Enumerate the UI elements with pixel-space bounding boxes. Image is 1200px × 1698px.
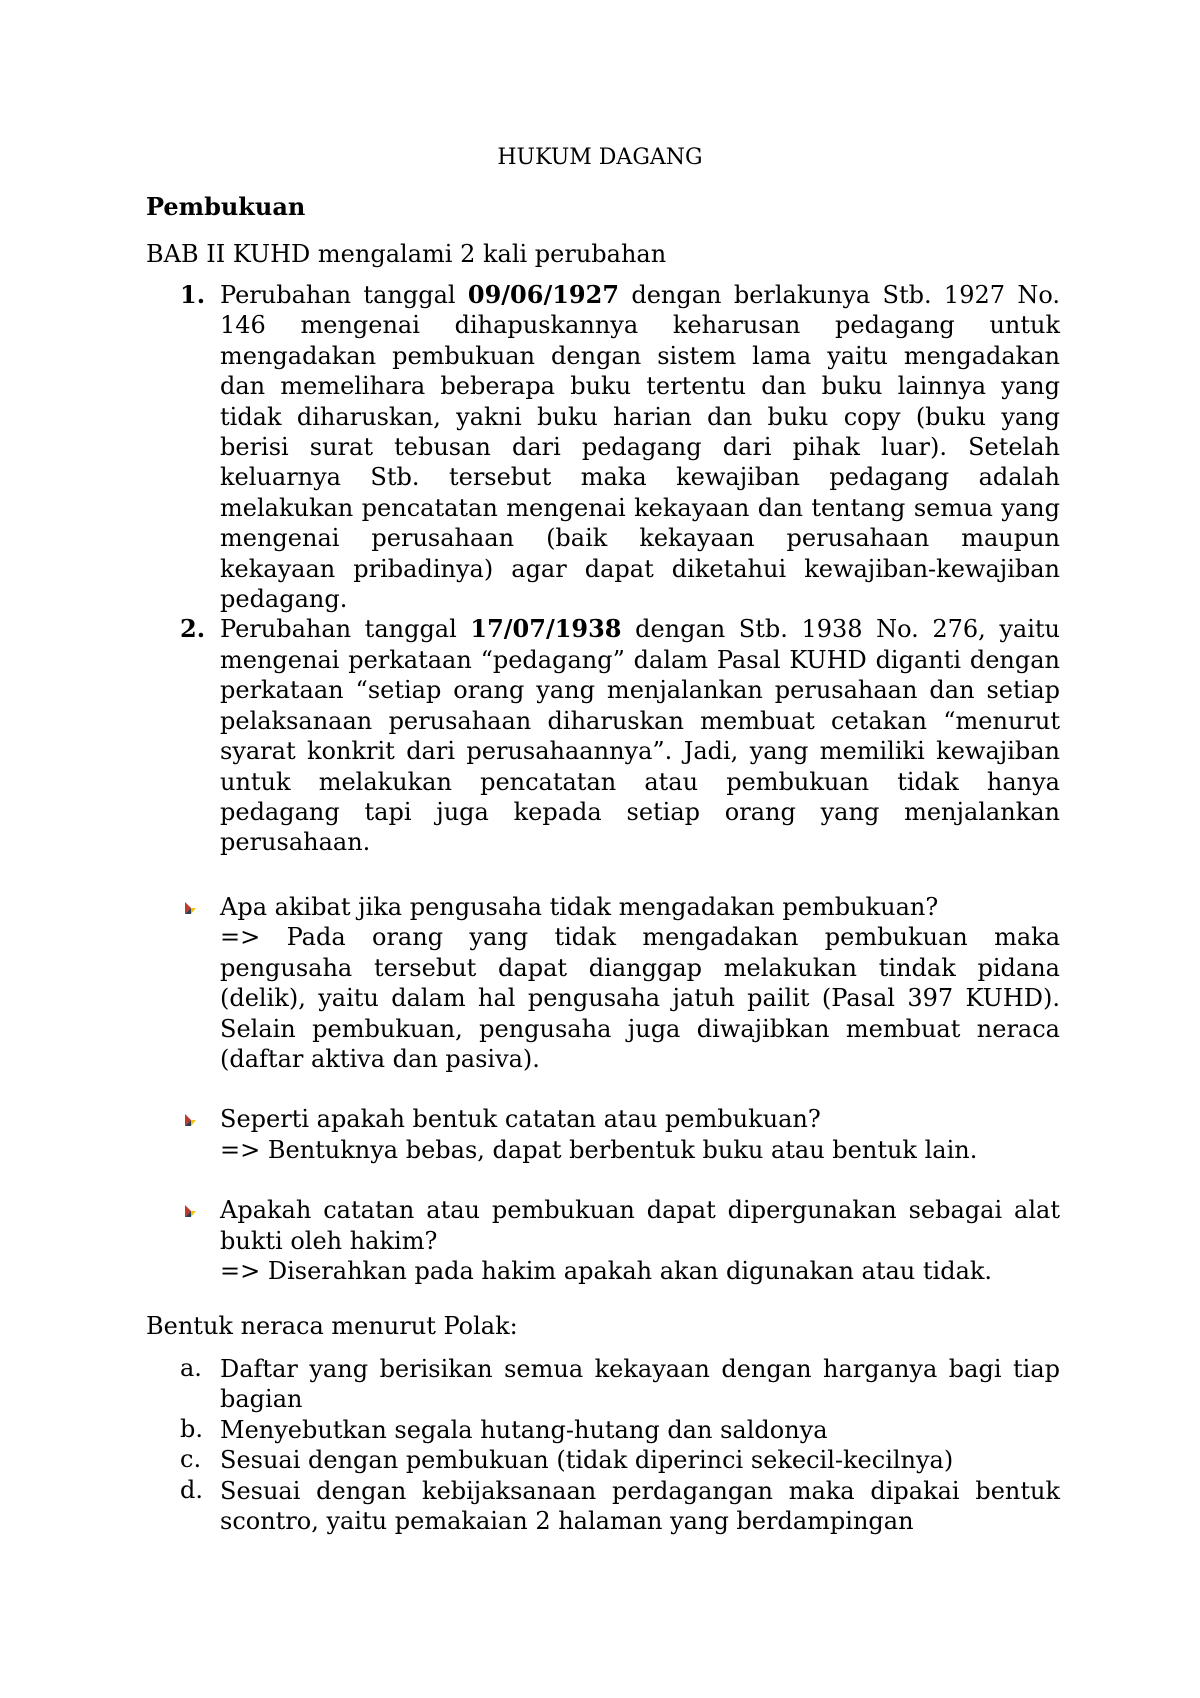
- qa-question: Seperti apakah bentuk catatan atau pembukuan?: [220, 1105, 821, 1134]
- qa-answer: => Diserahkan pada hakim apakah akan digunakan atau tidak.: [220, 1257, 993, 1286]
- list-letter: c.: [180, 1445, 202, 1474]
- list-item: [146, 1476, 1060, 1537]
- list-item-text: Sesuai dengan pembukuan (tidak diperinci sekecil-kecilnya): [220, 1446, 954, 1475]
- list-item: [146, 1415, 1060, 1445]
- intro-paragraph: BAB II KUHD mengalami 2 kali perubahan: [146, 240, 667, 268]
- arrow-bullet-icon: [182, 1203, 198, 1219]
- text-span: Perubahan tanggal: [220, 615, 471, 644]
- list-item-text: [220, 280, 1060, 614]
- date-bold: 09/06/1927: [467, 280, 620, 309]
- list-item-text: Sesuai dengan kebijaksanaan perdagangan maka dipakai bentuk scontro, yaitu pemakaian 2 halaman yang berdampingan: [220, 1476, 1060, 1536]
- list-number: 1.: [180, 280, 206, 309]
- text-span: dengan berlakunya Stb. 1927 No. 146 mengenai dihapuskannya keharusan pedagang untuk mengadakan pembukuan dengan sistem lama yaitu mengadakan dan memelihara beberapa buku tertentu dan buku lainnya yang tidak diharuskan, yakni buku harian dan buku copy (buku yang berisi surat tebusan dari pedagang dari pihak luar). Setelah keluarnya Stb. tersebut maka kewajiban pedagang adalah melakukan pencatatan mengenai kekayaan dan tentang semua yang mengenai perusahaan (baik kekayaan perusahaan maupun kekayaan pribadinya) agar dapat diketahui kewajiban-kewajiban pedagang.: [220, 281, 1060, 614]
- changes-list: [146, 280, 1060, 858]
- qa-item: [146, 1195, 1060, 1286]
- qa-question: Apa akibat jika pengusaha tidak mengadakan pembukuan?: [220, 893, 939, 921]
- qa-answer: => Bentuknya bebas, dapat berbentuk buku atau bentuk lain.: [220, 1135, 978, 1164]
- list-item: [146, 614, 1060, 857]
- qa-list: [146, 892, 1060, 1316]
- qa-question: Apakah catatan atau pembukuan dapat dipergunakan sebagai alat bukti oleh hakim?: [220, 1196, 1060, 1255]
- neraca-intro: Bentuk neraca menurut Polak:: [146, 1312, 518, 1340]
- qa-item: [146, 892, 1060, 1074]
- list-item: [146, 1445, 1060, 1475]
- list-letter: d.: [180, 1475, 203, 1504]
- list-item-text: Menyebutkan segala hutang-hutang dan saldonya: [220, 1415, 828, 1444]
- list-item: [146, 1354, 1060, 1415]
- qa-answer: => Pada orang yang tidak mengadakan pembukuan maka pengusaha tersebut dapat dianggap melakukan tindak pidana (delik), yaitu dalam hal pengusaha jatuh pailit (Pasal 397 KUHD). Selain pembukuan, pengusaha juga diwajibkan membuat neraca (daftar aktiva dan pasiva).: [220, 923, 1060, 1074]
- list-letter: a.: [180, 1354, 202, 1382]
- section-heading: Pembukuan: [146, 192, 306, 221]
- text-span: dengan Stb. 1938 No. 276, yaitu mengenai perkataan “pedagang” dalam Pasal KUHD diganti dengan perkataan “setiap orang yang menjalankan perusahaan dan setiap pelaksanaan perusahaan diharuskan membuat cetakan “menurut syarat konkrit dari perusahaannya”. Jadi, yang memiliki kewajiban untuk melakukan pencatatan atau pembukuan tidak hanya pedagang tapi juga kepada setiap orang yang menjalankan perusahaan.: [220, 615, 1060, 857]
- list-number: 2.: [180, 614, 206, 644]
- date-bold: 17/07/1938: [470, 614, 622, 644]
- arrow-bullet-icon: [182, 1112, 198, 1128]
- qa-item: [146, 1104, 1060, 1165]
- list-item-text: [220, 614, 1060, 857]
- text-span: Perubahan tanggal: [220, 281, 468, 309]
- list-item: [146, 280, 1060, 614]
- list-letter: b.: [180, 1414, 203, 1443]
- list-item-text: Daftar yang berisikan semua kekayaan dengan harganya bagi tiap bagian: [220, 1355, 1060, 1414]
- document-title: HUKUM DAGANG: [497, 145, 703, 170]
- arrow-bullet-icon: [182, 900, 198, 916]
- neraca-list: [146, 1354, 1060, 1536]
